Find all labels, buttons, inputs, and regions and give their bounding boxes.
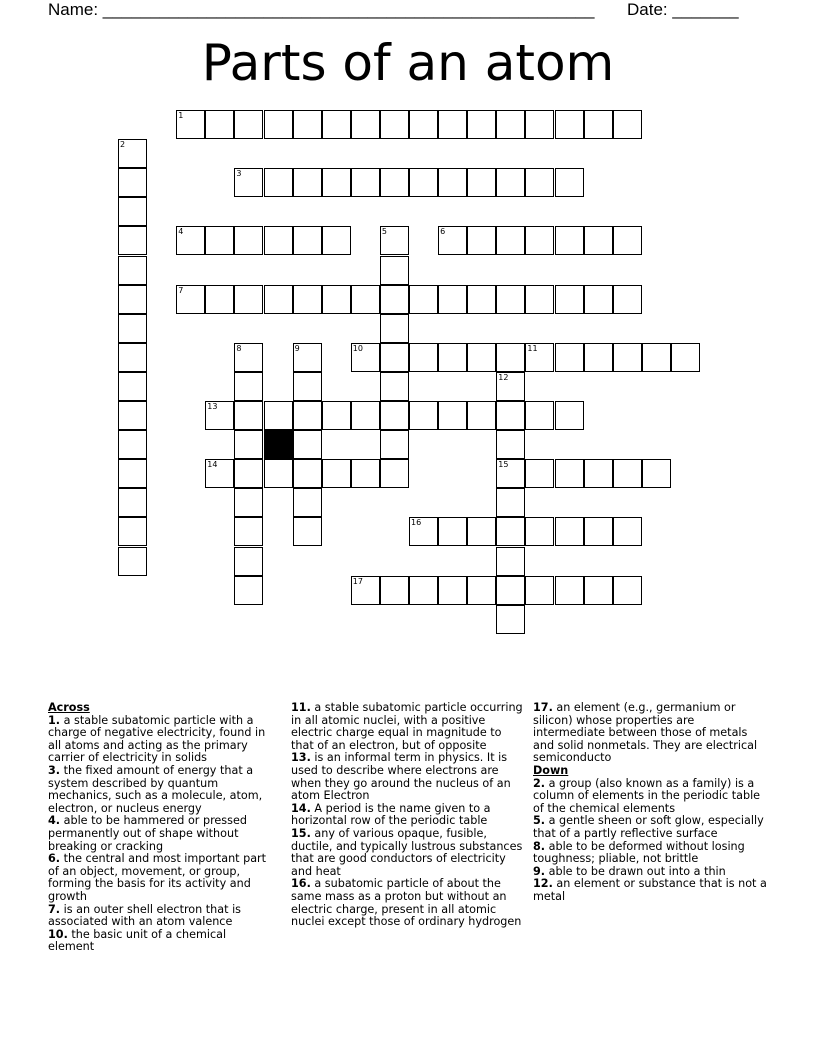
grid-cell[interactable] [409,285,438,314]
grid-cell[interactable] [555,110,584,139]
grid-cell[interactable] [205,110,234,139]
grid-cell[interactable] [613,343,642,372]
grid-cell[interactable] [118,168,147,197]
grid-cell[interactable] [496,226,525,255]
grid-cell[interactable] [118,314,147,343]
grid-cell[interactable] [351,285,380,314]
grid-cell[interactable] [264,459,293,488]
grid-cell[interactable] [293,459,322,488]
grid-cell[interactable] [176,110,205,139]
clue-across-1: 1. a stable subatomic particle with a charge of negative electricity, found in all atoms and acting as the primary carrier of electricity in solids [48,713,266,765]
grid-cell[interactable] [293,343,322,372]
grid-cell[interactable] [496,343,525,372]
grid-cell[interactable] [234,459,263,488]
grid-cell[interactable] [351,459,380,488]
grid-cell[interactable] [234,343,263,372]
grid-cell[interactable] [380,314,409,343]
grid-cell[interactable] [496,576,525,605]
clue-number: 7 [178,285,184,295]
grid-cell[interactable] [118,285,147,314]
grid-cell[interactable] [555,459,584,488]
grid-cell[interactable] [322,285,351,314]
grid-cell[interactable] [380,226,409,255]
grid-cell[interactable] [584,343,613,372]
grid-cell[interactable] [234,168,263,197]
across-heading: Across [48,701,90,714]
grid-cell[interactable] [613,517,642,546]
grid-cell[interactable] [351,343,380,372]
clue-across-6: 6. the central and most important part of an object, movement, or group, forming the basis for its activity and growth [48,852,267,903]
clue-number: 11 [527,343,538,353]
grid-cell[interactable] [467,285,496,314]
grid-cell[interactable] [496,430,525,459]
grid-cell[interactable] [234,110,263,139]
grid-cell[interactable] [496,285,525,314]
grid-cell[interactable] [496,605,525,634]
grid-cell[interactable] [118,343,147,372]
grid-cell[interactable] [380,256,409,285]
grid-cell[interactable] [176,226,205,255]
clue-number: 9 [294,343,300,353]
grid-cell[interactable] [380,459,409,488]
clue-across-17: 17. an element (e.g., germanium or silicon) whose properties are intermediate between those of metals and solid nonmetals. They are electrical semiconducto [533,701,758,765]
grid-cell[interactable] [525,517,554,546]
clue-across-11: 11. a stable subatomic particle occurring in all atomic nuclei, with a positive electric charge equal in magnitude to that of an electron, but of opposite [291,701,523,752]
grid-cell[interactable] [351,168,380,197]
grid-cell[interactable] [118,488,147,517]
clue-across-4: 4. able to be hammered or pressed permanently out of shape without breaking or cracking [48,814,247,853]
grid-cell[interactable] [118,139,147,168]
grid-cell[interactable] [438,110,467,139]
grid-cell[interactable] [322,401,351,430]
grid-cell[interactable] [264,285,293,314]
grid-cell[interactable] [264,168,293,197]
clue-number: 13 [207,402,218,411]
grid-cell[interactable] [380,401,409,430]
grid-cell[interactable] [525,343,554,372]
grid-cell[interactable] [293,226,322,255]
grid-cell[interactable] [613,110,642,139]
clue-across-10: 10. the basic unit of a chemical element [48,927,227,954]
grid-cell[interactable] [118,430,147,459]
clue-across-14: 14. A period is the name given to a horizontal row of the periodic table [291,801,491,828]
grid-cell[interactable] [409,401,438,430]
name-label: Name: [48,0,103,19]
grid-cell[interactable] [496,168,525,197]
grid-cell[interactable] [234,401,263,430]
grid-cell[interactable] [234,488,263,517]
grid-cell[interactable] [438,226,467,255]
grid-cell[interactable] [525,401,554,430]
grid-cell[interactable] [264,226,293,255]
down-heading: Down [533,763,569,777]
grid-cell[interactable] [467,517,496,546]
grid-cell[interactable] [584,285,613,314]
grid-cell[interactable] [118,459,147,488]
grid-cell[interactable] [118,517,147,546]
grid-cell[interactable] [555,226,584,255]
grid-cell[interactable] [438,517,467,546]
grid-cell[interactable] [293,401,322,430]
grid-cell[interactable] [322,168,351,197]
grid-cell[interactable] [438,401,467,430]
grid-cell[interactable] [322,110,351,139]
grid-cell[interactable] [205,285,234,314]
grid-cell[interactable] [555,576,584,605]
grid-cell[interactable] [438,576,467,605]
grid-cell[interactable] [118,547,147,576]
grid-cell[interactable] [118,256,147,285]
grid-cell[interactable] [642,343,671,372]
grid-cell[interactable] [555,285,584,314]
grid-cell[interactable] [293,488,322,517]
grid-cell[interactable] [525,110,554,139]
clue-across-13: 13. is an informal term in physics. It is used to describe where electrons are when they go around the nucleus of an atom Electron [291,751,511,803]
grid-cell[interactable] [438,285,467,314]
grid-cell[interactable] [467,576,496,605]
grid-cell[interactable] [584,110,613,139]
grid-cell[interactable] [613,459,642,488]
grid-cell[interactable] [525,459,554,488]
grid-cell[interactable] [525,168,554,197]
grid-cell[interactable] [555,343,584,372]
clue-number: 6 [440,227,446,237]
clue-number: 4 [178,227,184,237]
grid-cell[interactable] [525,285,554,314]
clue-down-5: 5. a gentle sheen or soft glow, especially that of a partly reflective surface [533,814,764,840]
clue-across-16: 16. a subatomic particle of about the same mass as a proton but without an electric charge, present in all atomic nuclei except those of ordinary hydrogen [291,877,522,929]
grid-cell[interactable] [409,343,438,372]
clue-number: 14 [207,460,218,470]
date-blank[interactable]: _______ [672,0,739,19]
grid-cell[interactable] [555,401,584,430]
grid-cell[interactable] [293,517,322,546]
grid-cell[interactable] [293,430,322,459]
clue-column-1 [48,702,270,954]
grid-cell[interactable] [322,226,351,255]
grid-cell[interactable] [380,168,409,197]
grid-cell[interactable] [380,110,409,139]
grid-cell[interactable] [380,285,409,314]
grid-cell[interactable] [613,285,642,314]
clue-column-2 [291,702,527,929]
grid-cell[interactable] [118,197,147,226]
grid-cell[interactable] [496,517,525,546]
grid-cell[interactable] [496,547,525,576]
clue-number: 15 [498,460,509,470]
grid-cell[interactable] [555,517,584,546]
grid-cell[interactable] [467,343,496,372]
grid-cell[interactable] [380,372,409,401]
grid-cell[interactable] [293,285,322,314]
grid-cell[interactable] [525,226,554,255]
grid-cell[interactable] [234,285,263,314]
date-label: Date: [627,0,673,19]
clue-number: 16 [411,518,422,528]
clue-number: 1 [178,111,184,120]
grid-cell[interactable] [380,430,409,459]
clue-across-7: 7. is an outer shell electron that is associated with an atom valence [48,902,242,929]
black-cell [264,430,293,459]
grid-cell[interactable] [555,168,584,197]
clue-number: 3 [236,169,242,179]
grid-cell[interactable] [496,401,525,430]
grid-cell[interactable] [380,343,409,372]
clue-number: 5 [381,227,387,237]
clue-number: 10 [352,343,363,353]
clue-down-2: 2. a group (also known as a family) is a column of elements in the periodic table of the chemical elements [533,776,761,815]
grid-cell[interactable] [234,226,263,255]
grid-cell[interactable] [467,401,496,430]
grid-cell[interactable] [264,110,293,139]
grid-cell[interactable] [118,226,147,255]
clue-down-9: 9. able to be drawn out into a thin [533,864,726,878]
grid-cell[interactable] [234,517,263,546]
name-blank[interactable]: ____________________________________________________ [102,0,595,19]
grid-cell[interactable] [118,372,147,401]
page-title: Parts of an atom [201,34,615,92]
grid-cell[interactable] [584,517,613,546]
grid-cell[interactable] [409,168,438,197]
grid-cell[interactable] [496,459,525,488]
grid-cell[interactable] [118,401,147,430]
grid-cell[interactable] [176,285,205,314]
grid-cell[interactable] [584,459,613,488]
grid-cell[interactable] [380,576,409,605]
grid-cell[interactable] [409,110,438,139]
grid-cell[interactable] [467,226,496,255]
clue-down-12: 12. an element or substance that is not a metal [533,877,767,903]
grid-cell[interactable] [293,168,322,197]
clue-column-3 [533,702,769,904]
grid-cell[interactable] [438,168,467,197]
clue-number: 2 [120,140,126,150]
grid-cell[interactable] [467,168,496,197]
grid-cell[interactable] [496,488,525,517]
grid-cell[interactable] [584,226,613,255]
grid-cell[interactable] [438,343,467,372]
grid-cell[interactable] [525,576,554,605]
grid-cell[interactable] [351,110,380,139]
grid-cell[interactable] [671,343,700,372]
grid-cell[interactable] [467,110,496,139]
grid-cell[interactable] [234,547,263,576]
clue-number: 8 [236,343,242,353]
grid-cell[interactable] [613,576,642,605]
grid-cell[interactable] [409,576,438,605]
grid-cell[interactable] [322,459,351,488]
grid-cell[interactable] [205,226,234,255]
grid-cell[interactable] [234,372,263,401]
grid-cell[interactable] [496,372,525,401]
grid-cell[interactable] [351,576,380,605]
grid-cell[interactable] [613,226,642,255]
grid-cell[interactable] [293,372,322,401]
grid-cell[interactable] [205,459,234,488]
grid-cell[interactable] [234,576,263,605]
clue-down-8: 8. able to be deformed without losing toughness; pliable, not brittle [533,839,745,866]
clue-across-3: 3. the fixed amount of energy that a system described by quantum mechanics, such as a molecule, atom, electron, or nucleus energy [48,763,263,815]
grid-cell[interactable] [409,517,438,546]
grid-cell[interactable] [234,430,263,459]
grid-cell[interactable] [351,401,380,430]
grid-cell[interactable] [496,110,525,139]
grid-cell[interactable] [642,459,671,488]
clue-number: 17 [352,576,363,586]
clue-number: 12 [498,372,509,382]
grid-cell[interactable] [584,576,613,605]
grid-cell[interactable] [293,110,322,139]
clue-across-15: 15. any of various opaque, fusible, ductile, and typically lustrous substances that are good conductors of electricity and heat [291,826,523,878]
grid-cell[interactable] [205,401,234,430]
grid-cell[interactable] [264,401,293,430]
